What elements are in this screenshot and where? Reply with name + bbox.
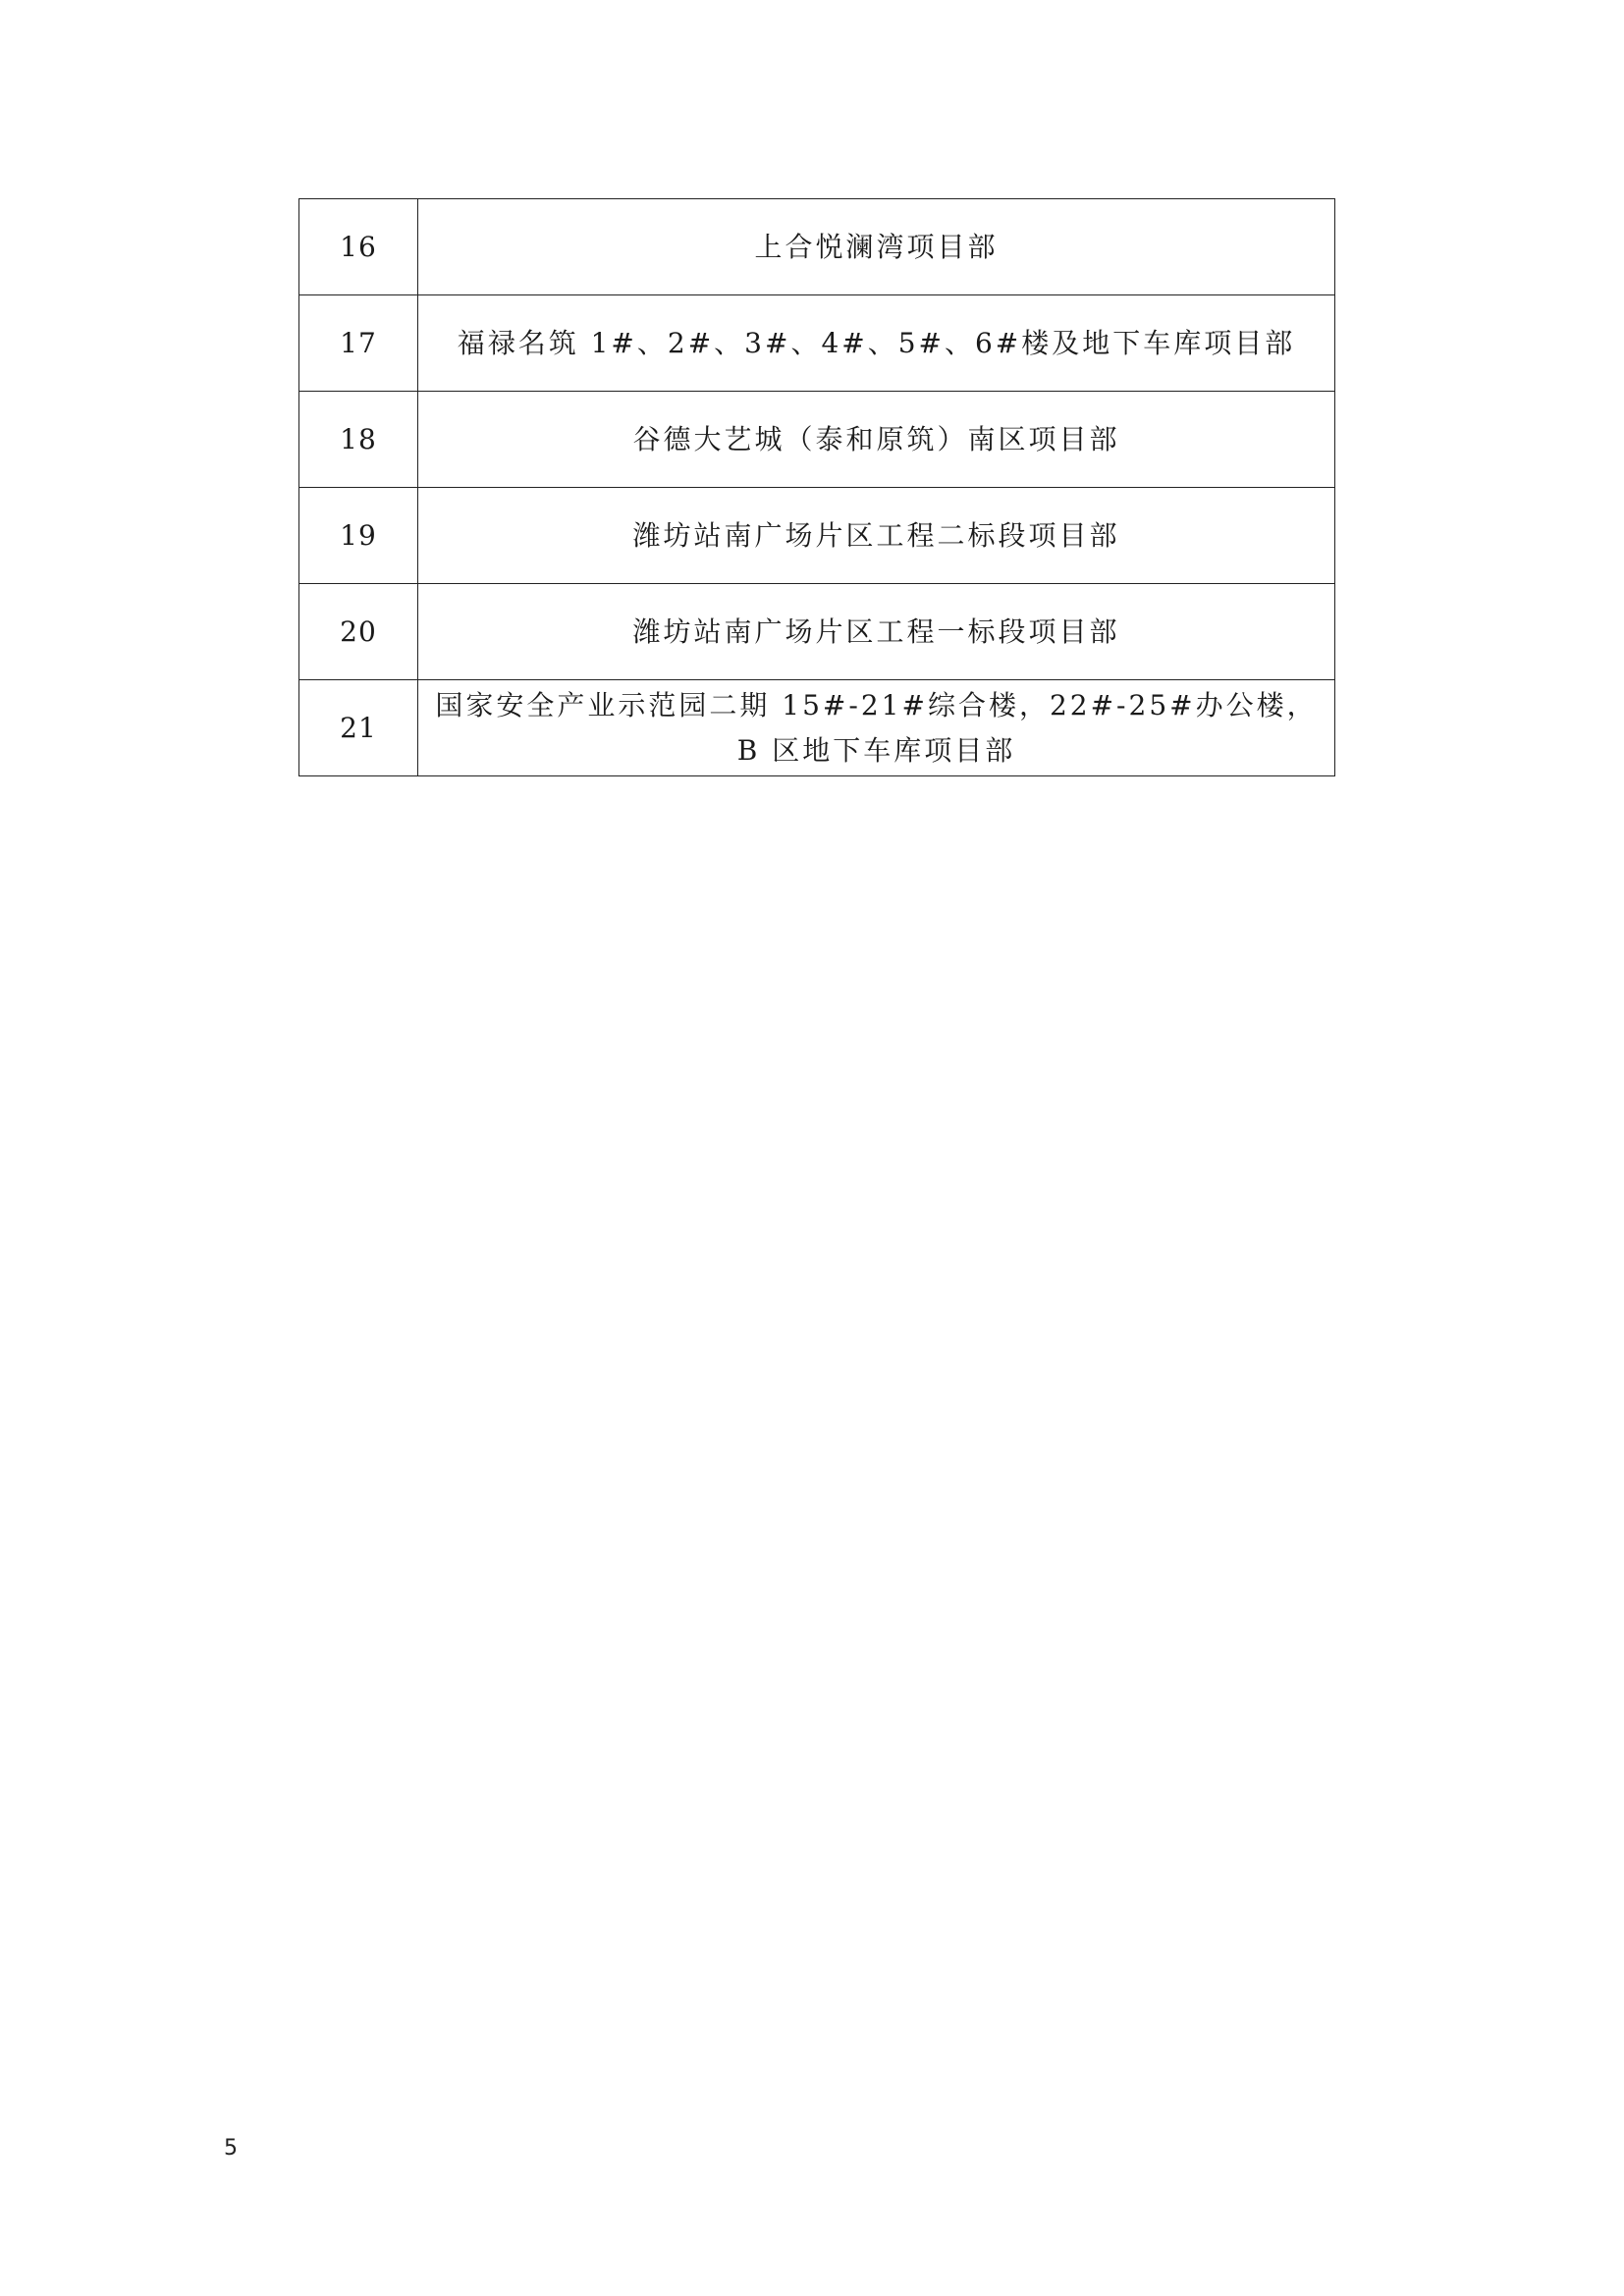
project-name: 潍坊站南广场片区工程一标段项目部 xyxy=(418,584,1335,680)
row-number: 21 xyxy=(299,680,418,776)
page-number: 5 xyxy=(224,2136,238,2161)
table-row xyxy=(299,584,1335,680)
project-name: 潍坊站南广场片区工程二标段项目部 xyxy=(418,488,1335,584)
row-number: 17 xyxy=(299,295,418,392)
table-row xyxy=(299,199,1335,295)
project-name: 国家安全产业示范园二期 15#-21#综合楼，22#-25#办公楼，B 区地下车库项目部 xyxy=(418,680,1335,776)
row-number: 16 xyxy=(299,199,418,295)
row-number: 18 xyxy=(299,392,418,488)
project-name: 谷德大艺城（泰和原筑）南区项目部 xyxy=(418,392,1335,488)
table-row xyxy=(299,295,1335,392)
table-row xyxy=(299,680,1335,776)
project-name: 福禄名筑 1#、2#、3#、4#、5#、6#楼及地下车库项目部 xyxy=(418,295,1335,392)
project-name: 上合悦澜湾项目部 xyxy=(418,199,1335,295)
row-number: 20 xyxy=(299,584,418,680)
row-number: 19 xyxy=(299,488,418,584)
table-row xyxy=(299,488,1335,584)
table-row xyxy=(299,392,1335,488)
project-table xyxy=(298,198,1335,776)
